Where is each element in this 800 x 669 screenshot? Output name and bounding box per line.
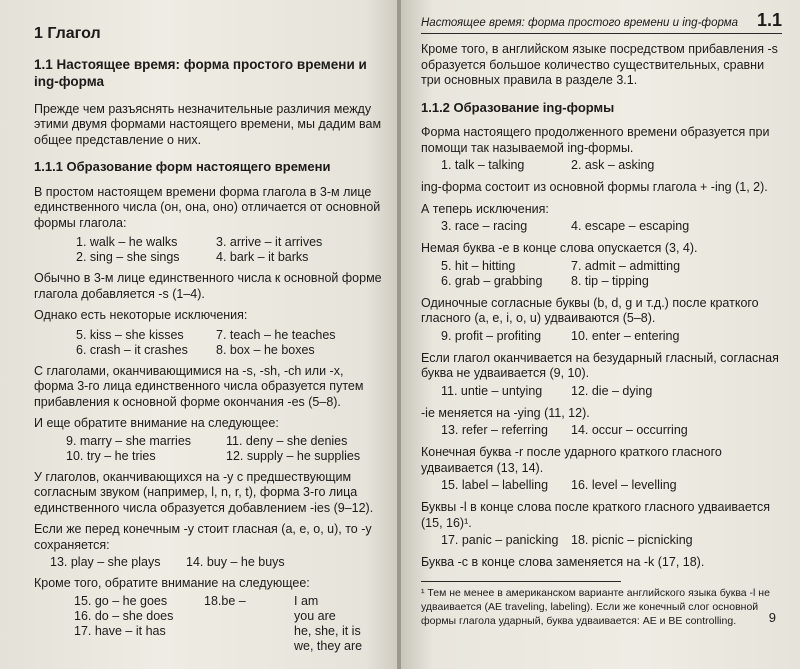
running-head bbox=[421, 10, 782, 34]
paragraph-3: А теперь исключения: bbox=[421, 201, 549, 216]
examples-5 bbox=[441, 384, 782, 399]
chapter-title: 1 Глагол bbox=[34, 25, 101, 42]
examples-5-col3 bbox=[294, 594, 404, 654]
example: 11. deny – she denies bbox=[226, 433, 348, 448]
example: he, she, it is bbox=[294, 623, 361, 638]
examples-5 bbox=[74, 594, 384, 654]
paragraph-2: ing-форма состоит из основной формы глагола + -ing (1, 2). bbox=[421, 180, 768, 194]
example: 15. go – he goes bbox=[74, 593, 168, 608]
examples-4 bbox=[50, 555, 384, 570]
example: 2. sing – she sings bbox=[76, 250, 180, 264]
paragraph-8: Кроме того, обратите внимание на следующее: bbox=[34, 576, 310, 590]
example: 1. talk – talking bbox=[441, 158, 525, 172]
paragraph-8: Конечная буква -r после ударного краткого гласного удваивается (13, 14). bbox=[421, 445, 722, 475]
example: 1. walk – he walks bbox=[76, 235, 178, 249]
example: 16. do – she does bbox=[74, 608, 174, 623]
paragraph-2: Обычно в 3-м лице единственного числа к основной форме глагола добавляется -s (1–4). bbox=[34, 271, 382, 301]
page-number: 9 bbox=[768, 610, 776, 625]
example: 5. hit – hitting bbox=[441, 258, 516, 273]
right-page bbox=[401, 0, 800, 669]
example: 12. die – dying bbox=[571, 383, 653, 398]
example: 10. try – he tries bbox=[66, 448, 156, 463]
example: you are bbox=[294, 608, 336, 623]
section-number: 1.1 bbox=[756, 10, 782, 30]
intro-paragraph: Прежде чем разъяснять незначительные различия между этими двумя формами настоящего времени, мы дадим вам общее представление о них. bbox=[34, 101, 382, 147]
example: I am bbox=[294, 593, 319, 608]
examples-5-col1 bbox=[74, 594, 204, 654]
paragraph-6: Если глагол оканчивается на безударный гласный, согласная буква не удваивается (9, 10). bbox=[421, 350, 779, 380]
paragraph-7: Если же перед конечным -y стоит гласная (a, e, o, u), то -y сохраняется: bbox=[34, 522, 372, 552]
examples-3 bbox=[441, 259, 782, 289]
examples-2 bbox=[441, 219, 782, 234]
example: 3. race – racing bbox=[441, 219, 528, 233]
paragraph-1: Форма настоящего продолженного времени образуется при помощи так называемой ing-формы. bbox=[421, 125, 770, 155]
example: 10. enter – entering bbox=[571, 328, 680, 343]
example: we, they are bbox=[294, 638, 363, 653]
examples-8 bbox=[441, 533, 782, 548]
subsection-title: 1.1.1 Образование форм настоящего времени bbox=[34, 159, 331, 174]
footnote: ¹ Тем не менее в американском варианте английского языка буква -l не удваивается (AE traveling, labeling). Если же конечный слог основной формы глагола ударный, буква удваивается: AE и BE controlling. bbox=[421, 586, 770, 627]
example: 9. marry – she marries bbox=[66, 433, 192, 448]
paragraph-9: Буквы -l в конце слова после краткого гласного удваивается (15, 16)¹. bbox=[421, 500, 771, 530]
paragraph-7: -ie меняется на -ying (11, 12). bbox=[421, 405, 590, 420]
example: 13. play – she plays bbox=[50, 555, 161, 569]
example: 7. teach – he teaches bbox=[216, 327, 336, 342]
example: 8. box – he boxes bbox=[216, 342, 315, 357]
example: 17. have – it has bbox=[74, 623, 166, 638]
paragraph-4: Немая буква -e в конце слова опускается (3, 4). bbox=[421, 241, 698, 255]
examples-2 bbox=[76, 328, 384, 358]
example: 16. level – levelling bbox=[571, 478, 677, 492]
example: 12. supply – he supplies bbox=[226, 448, 361, 463]
left-page bbox=[0, 0, 398, 669]
example: 5. kiss – she kisses bbox=[76, 327, 184, 342]
example: 18. picnic – picnicking bbox=[571, 533, 693, 547]
example: 11. untie – untying bbox=[441, 383, 543, 398]
examples-1 bbox=[441, 158, 782, 173]
example: 14. occur – occurring bbox=[571, 423, 688, 437]
example: 2. ask – asking bbox=[571, 158, 655, 172]
example: 15. label – labelling bbox=[441, 478, 549, 492]
example: 18.be – bbox=[204, 593, 246, 608]
example: 13. refer – referring bbox=[441, 423, 548, 437]
paragraph-0: Кроме того, в английском языке посредством прибавления -s образуется большое количество существительных, сравни три основных правила в разделе 3.1. bbox=[421, 42, 778, 87]
example: 9. profit – profiting bbox=[441, 328, 542, 343]
example: 4. escape – escaping bbox=[571, 219, 690, 233]
paragraph-5: Одиночные согласные буквы (b, d, g и т.д.) после краткого гласного (a, e, i, o, u) удваиваются (5–8). bbox=[421, 295, 759, 325]
subsection-title: 1.1.2 Образование ing-формы bbox=[421, 99, 615, 115]
example: 7. admit – admitting bbox=[571, 258, 681, 273]
paragraph-4: С глаголами, оканчивающимися на -s, -sh, -ch или -x, форма 3-го лица единственного числа образуется путем прибавления к основной форме окончания -es (5–8). bbox=[34, 363, 364, 409]
paragraph-1: В простом настоящем времени форма глагола в 3-м лице единственного числа (он, она, оно) отличается от основной формы глагола: bbox=[34, 184, 381, 230]
example: 6. crash – it crashes bbox=[76, 342, 188, 357]
paragraph-5: И еще обратите внимание на следующее: bbox=[34, 416, 279, 430]
example: 17. panic – panicking bbox=[441, 533, 559, 547]
examples-6 bbox=[441, 423, 782, 438]
example: 4. bark – it barks bbox=[216, 250, 309, 264]
examples-4 bbox=[441, 329, 782, 344]
examples-3 bbox=[66, 434, 384, 464]
paragraph-3: Однако есть некоторые исключения: bbox=[34, 308, 248, 322]
paragraph-10: Буква -c в конце слова заменяется на -k (17, 18). bbox=[421, 555, 705, 569]
paragraph-6: У глаголов, оканчивающихся на -y с предшествующим согласным звуком (например, l, n, r, t), форма 3-го лица единственного числа образуется добавлением -ies (9–12). bbox=[34, 469, 374, 515]
example: 6. grab – grabbing bbox=[441, 273, 543, 288]
running-head-title: Настоящее время: форма простого времени и ing-форма bbox=[421, 17, 739, 29]
example: 8. tip – tipping bbox=[571, 273, 649, 288]
example: 3. arrive – it arrives bbox=[216, 235, 323, 249]
examples-7 bbox=[441, 478, 782, 493]
examples-1 bbox=[76, 235, 384, 265]
section-title: 1.1 Настоящее время: форма простого времени и ing-форма bbox=[34, 56, 367, 89]
example: 14. buy – he buys bbox=[186, 555, 285, 569]
